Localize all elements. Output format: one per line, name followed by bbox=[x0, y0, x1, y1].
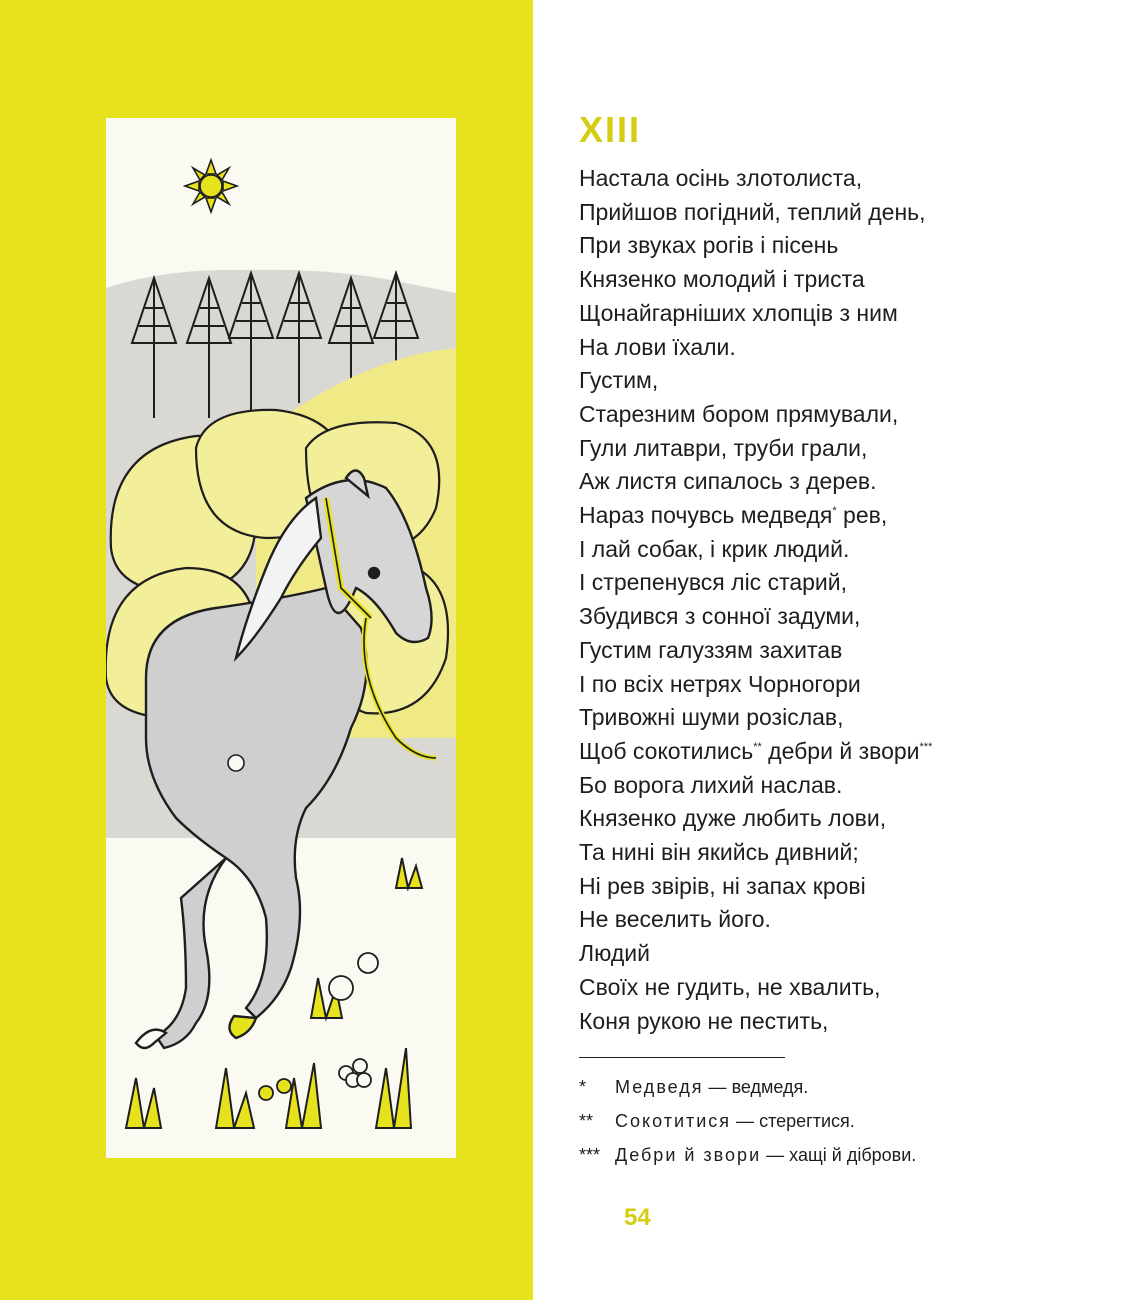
poem-line: Збудився з сонної задуми, bbox=[579, 603, 861, 630]
footnote-definition: стерегтися. bbox=[759, 1111, 855, 1131]
poem-line: Коня рукою не пестить, bbox=[579, 1007, 829, 1034]
footnote-divider bbox=[579, 1057, 785, 1058]
footnote-mark: ** bbox=[579, 1111, 594, 1131]
poem-line: При звуках рогів і пісень bbox=[579, 232, 839, 259]
footnote-dash: — bbox=[731, 1111, 760, 1131]
poem-line-part: Нараз почувсь медведя bbox=[579, 502, 833, 529]
poem-line: Бо ворога лихий наслав. bbox=[579, 771, 843, 798]
page-number: 54 bbox=[624, 1204, 651, 1231]
footnote-marker: ** bbox=[753, 740, 762, 753]
poem-line: І лай собак, і крик людий. bbox=[579, 535, 850, 562]
poem-line: І стрепенувся ліс старий, bbox=[579, 569, 848, 596]
poem-line: Щонайгарніших хлопців з ним bbox=[579, 299, 898, 326]
poem-line-part: рев, bbox=[836, 502, 888, 529]
poem-line: Своїх не гудить, не хвалить, bbox=[579, 973, 881, 1000]
poem-line-part: Щоб сокотились bbox=[579, 737, 754, 764]
poem-line: Старезним бором прямували, bbox=[579, 400, 899, 427]
poem-line-part: дебри й звори bbox=[761, 737, 920, 764]
poem-line: Князенко дуже любить лови, bbox=[579, 805, 887, 832]
horse-illustration bbox=[106, 118, 456, 1158]
poem-line: Гули литаври, труби грали, bbox=[579, 434, 868, 461]
footnotes bbox=[579, 1070, 916, 1172]
footnote-marker: *** bbox=[919, 740, 933, 753]
footnote-dash: — bbox=[703, 1077, 732, 1097]
poem-line: Не веселить його. bbox=[579, 906, 771, 933]
poem-text bbox=[579, 162, 932, 1038]
footnote-marker: * bbox=[832, 505, 837, 518]
footnote-item bbox=[579, 1070, 916, 1104]
poem-line bbox=[579, 735, 932, 769]
footnote-definition: ведмедя. bbox=[731, 1077, 809, 1097]
footnote-mark: * bbox=[579, 1077, 587, 1097]
poem-line: Ні рев звірів, ні запах крові bbox=[579, 872, 866, 899]
footnote-definition: хащі й діброви. bbox=[789, 1145, 917, 1165]
poem-line: На лови їхали. bbox=[579, 333, 736, 360]
poem-line: Аж листя сипалось з дерев. bbox=[579, 468, 877, 495]
footnote-item bbox=[579, 1138, 916, 1172]
footnote-term: Дебри й звори bbox=[615, 1145, 762, 1165]
poem-line: Та нині він якийсь дивний; bbox=[579, 839, 859, 866]
poem-line: Прийшов погідний, теплий день, bbox=[579, 198, 926, 225]
poem-line: Тривожні шуми розіслав, bbox=[579, 704, 844, 731]
poem-line: Густим галуззям захитав bbox=[579, 636, 843, 663]
footnote-item bbox=[579, 1104, 916, 1138]
footnote-term: Медведя bbox=[615, 1077, 704, 1097]
footnote-dash: — bbox=[761, 1145, 790, 1165]
poem-line: І по всіх нетрях Чорногори bbox=[579, 670, 861, 697]
poem-line bbox=[579, 499, 932, 533]
poem-line: Князенко молодий і триста bbox=[579, 266, 865, 293]
poem-line: Настала осінь злотолиста, bbox=[579, 165, 863, 191]
footnote-term: Сокотитися bbox=[615, 1111, 732, 1131]
poem-line: Людий bbox=[579, 940, 650, 967]
sun-icon bbox=[185, 160, 237, 212]
chapter-heading: XIII bbox=[579, 109, 642, 150]
footnote-mark: *** bbox=[579, 1145, 601, 1165]
poem-line: Густим, bbox=[579, 367, 659, 394]
